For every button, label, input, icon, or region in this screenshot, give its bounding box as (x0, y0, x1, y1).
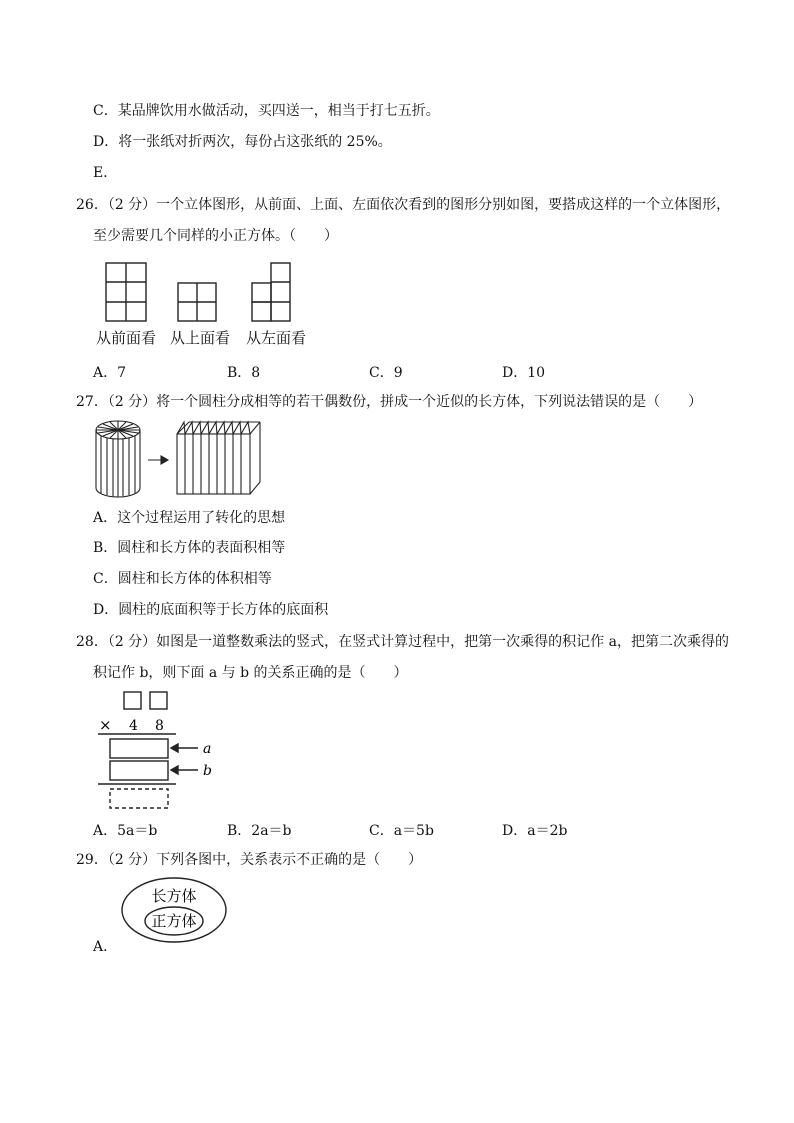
q28-option-b[interactable]: B．2a＝b (227, 823, 292, 839)
top-view-grid (178, 283, 216, 321)
q27-cylinder-figure (92, 416, 272, 502)
q26-stem-line2: 至少需要几个同样的小正方体。（ ） (93, 228, 338, 244)
digit-box-1 (124, 692, 141, 709)
q29-option-a[interactable]: A． (93, 939, 118, 955)
partial-product-b-box (110, 761, 168, 780)
left-view-grid (252, 263, 290, 321)
q29-venn-figure (118, 874, 230, 946)
multiplier-digit-1: 4 (129, 718, 138, 734)
q28-stem-line1: 28．（2 分）如图是一道整数乘法的竖式，在竖式计算过程中，把第一次乘得的积记作 a，把第二次乘得的 (76, 634, 729, 650)
view-label-top: 从上面看 (170, 329, 231, 347)
option-c-prev: C．某品牌饮用水做活动，买四送一，相当于打七五折。 (93, 103, 440, 119)
cuboid-shape (177, 422, 260, 494)
q26-option-c[interactable]: C．9 (369, 365, 403, 381)
q27-option-d[interactable]: D．圆柱的底面积等于长方体的底面积 (93, 602, 329, 618)
q26-option-a[interactable]: A．7 (93, 365, 127, 381)
q28-stem-line2: 积记作 b，则下面 a 与 b 的关系正确的是（ ） (93, 665, 408, 681)
view-label-left: 从左面看 (246, 329, 307, 347)
q29-stem: 29．（2 分）下列各图中，关系表示不正确的是（ ） (76, 852, 423, 868)
q28-multiplication-figure (92, 688, 232, 814)
front-view-grid (106, 263, 146, 321)
cylinder-shape (96, 421, 140, 497)
q28-option-a[interactable]: A．5a＝b (93, 823, 158, 839)
q27-option-a[interactable]: A．这个过程运用了转化的思想 (93, 510, 286, 526)
digit-box-2 (150, 692, 167, 709)
option-e-prev: E． (93, 165, 118, 181)
label-a: a (203, 741, 212, 757)
partial-product-a-box (110, 739, 168, 758)
q26-option-d[interactable]: D．10 (502, 365, 546, 381)
label-b: b (203, 763, 212, 779)
outer-label: 长方体 (151, 887, 197, 905)
times-sign: × (99, 716, 112, 734)
final-product-box (110, 789, 168, 808)
q28-option-d[interactable]: D．a＝2b (502, 823, 568, 839)
q27-option-b[interactable]: B．圆柱和长方体的表面积相等 (93, 540, 286, 556)
option-d-prev: D．将一张纸对折两次，每份占这张纸的 25%。 (93, 134, 392, 150)
inner-label: 正方体 (151, 912, 197, 930)
multiplier-digit-2: 8 (155, 718, 164, 734)
q27-stem: 27．（2 分）将一个圆柱分成相等的若干偶数份，拼成一个近似的长方体，下列说法错误的是（ ） (76, 394, 703, 410)
view-label-front: 从前面看 (96, 329, 157, 347)
q26-stem-line1: 26．（2 分）一个立体图形，从前面、上面、左面依次看到的图形分别如图，要搭成这样的一个立体图形， (76, 197, 731, 213)
q26-option-b[interactable]: B．8 (227, 365, 261, 381)
q27-option-c[interactable]: C．圆柱和长方体的体积相等 (93, 571, 272, 587)
transform-arrow (148, 456, 168, 464)
q28-option-c[interactable]: C．a＝5b (369, 823, 434, 839)
